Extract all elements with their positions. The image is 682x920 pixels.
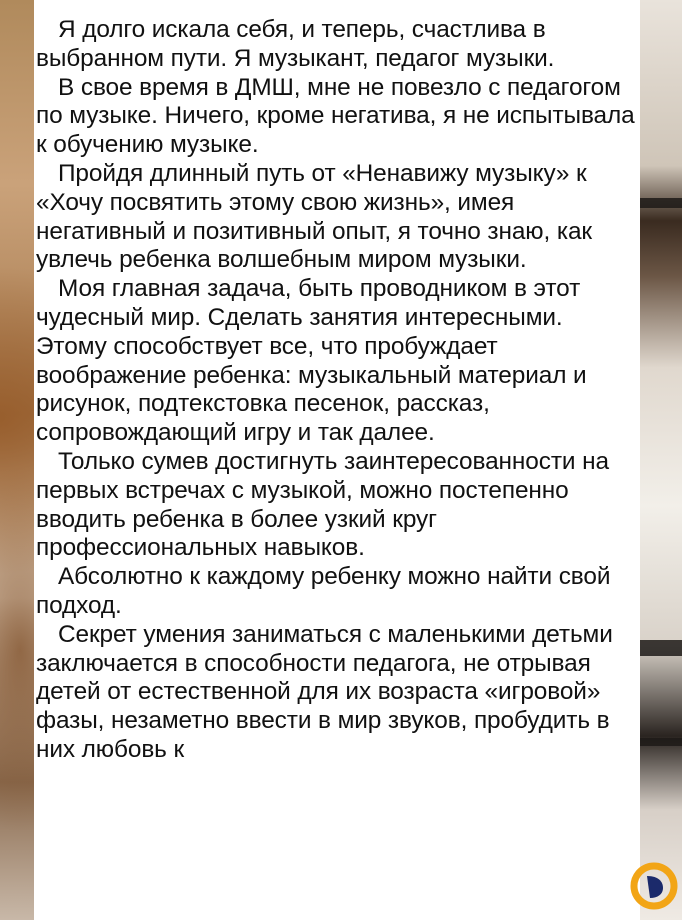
piano-key-shadow	[640, 738, 682, 746]
paragraph-6: Абсолютно к каждому ребенку можно найти свой подход.	[36, 563, 611, 619]
paragraph-2: В свое время в ДМШ, мне не повезло с педагогом по музыке. Ничего, кроме негатива, я не испытывала к обучению музыке.	[36, 73, 635, 159]
paragraph-5: Только сумев достигнуть заинтересованности на первых встречах с музыкой, можно постепенно вводить ребенка в более узкий круг профессиональных навыков.	[36, 447, 609, 562]
article-body	[34, 0, 640, 765]
paragraph-7: Секрет умения заниматься с маленькими детьми заключается в способности педагога, не отрывая детей от естественной для их возраста «игровой» фазы, незаметно ввести в мир звуков, пробудить в них любовь к	[36, 620, 613, 763]
text-panel	[34, 0, 640, 920]
paragraph-1: Я долго искала себя, и теперь, счастлива в выбранном пути. Я музыкант, педагог музыки.	[36, 16, 555, 72]
paragraph-3: Пройдя длинный путь от «Ненавижу музыку» к «Хочу посвятить этому свою жизнь», имея негативный и позитивный опыт, я точно знаю, как увлечь ребенка волшебным миром музыки.	[36, 159, 592, 274]
logo-icon	[630, 862, 678, 910]
piano-key-shadow	[640, 640, 682, 656]
piano-key-shadow	[640, 198, 682, 208]
paragraph-4: Моя главная задача, быть проводником в этот чудесный мир. Сделать занятия интересными. Этому способствует все, что пробуждает воображение ребенка: музыкальный материал и рисунок, подтекстовка песенок, рассказ, сопровождающий игру и так далее.	[36, 275, 587, 447]
piano-keys-strip	[640, 0, 682, 920]
